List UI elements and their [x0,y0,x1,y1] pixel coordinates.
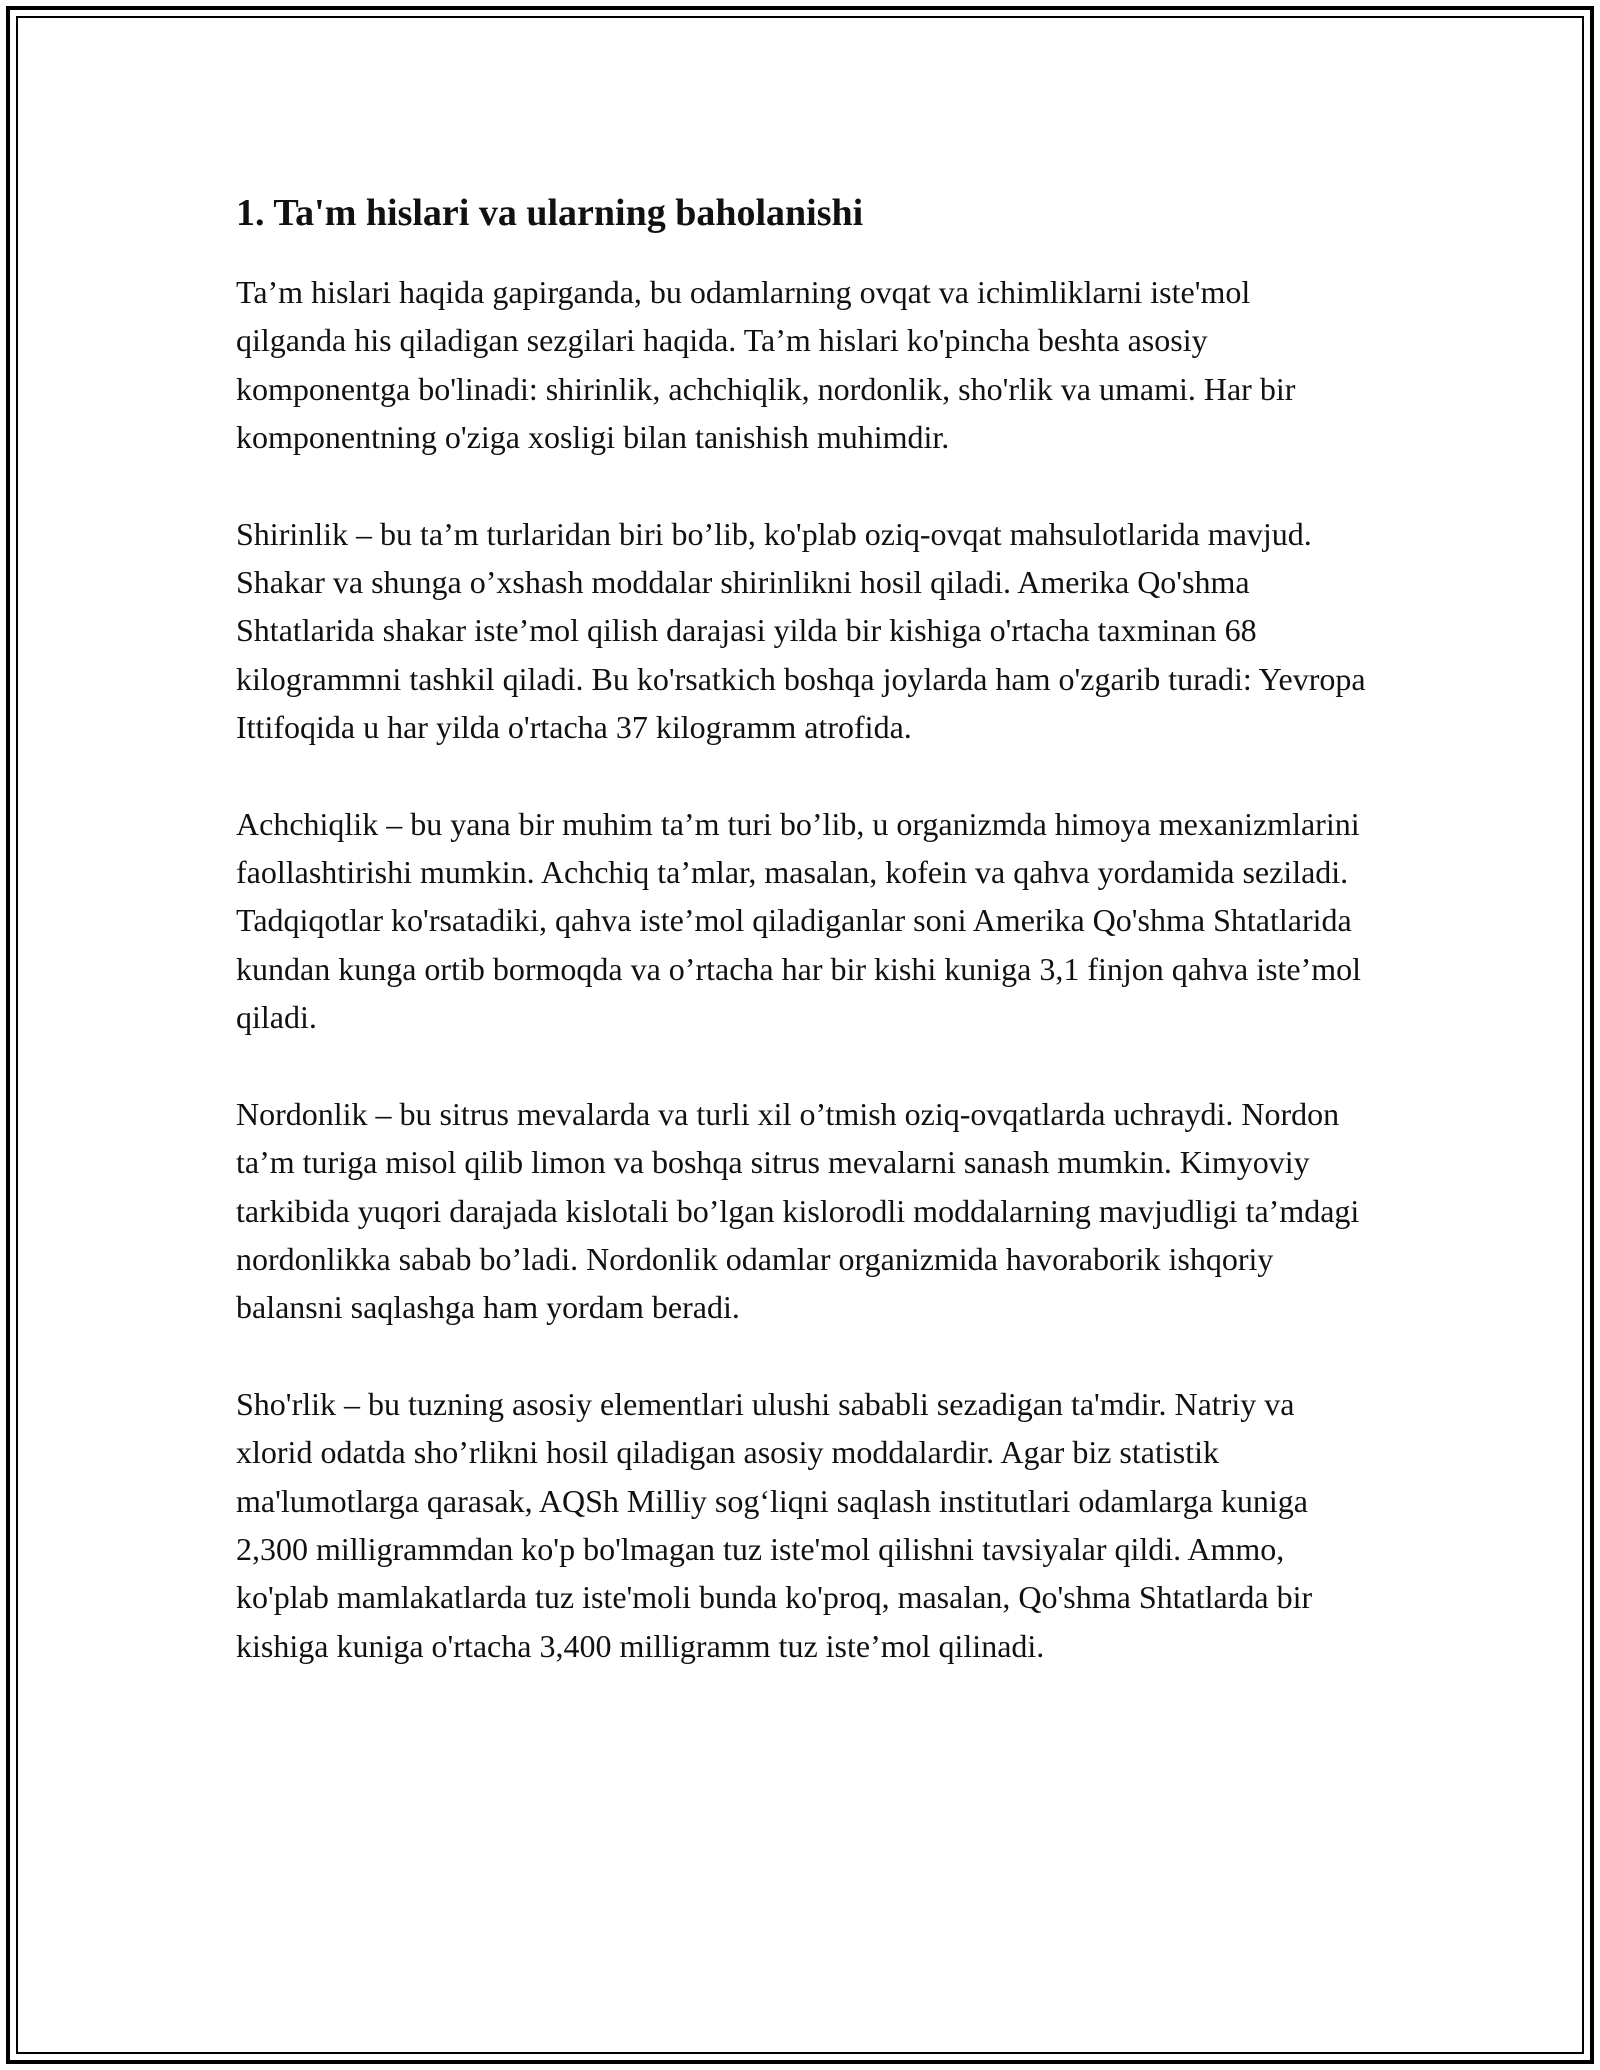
document-body [236,186,1366,1670]
paragraph-saltiness: Sho'rlik – bu tuzning asosiy elementlari ulushi sababli sezadigan ta'mdir. Natriy va xlorid odatda sho’rlikni hosil qiladigan asosiy moddalardir. Agar biz statistik ma'lumotlarga qarasak, AQSh Milliy sog‘liqni saqlash institutlari odamlarga kuniga 2,300 milligrammdan ko'p bo'lmagan tuz iste'mol qilishni tavsiyalar qildi. Ammo, ko'plab mamlakatlarda tuz iste'moli bunda ko'proq, masalan, Qo'shma Shtatlarda bir kishiga kuniga o'rtacha 3,400 milligramm tuz iste’mol qilinadi. [236,1385,1313,1664]
paragraph-intro: Ta’m hislari haqida gapirganda, bu odamlarning ovqat va ichimliklarni iste'mol qilganda his qiladigan sezgilari haqida. Ta’m hislari ko'pincha beshta asosiy komponentga bo'linadi: shirinlik, achchiqlik, nordonlik, sho'rlik va umami. Har bir komponentning o'ziga xosligi bilan tanishish muhimdir. [236,274,1296,456]
paragraph-bitterness: Achchiqlik – bu yana bir muhim ta’m turi bo’lib, u organizmda himoya mexanizmlarini faollashtirishi mumkin. Achchiq ta’mlar, masalan, kofein va qahva yordamida seziladi. Tadqiqotlar ko'rsatadiki, qahva iste’mol qiladiganlar soni Amerika Qo'shma Shtatlarida kundan kunga ortib bormoqda va o’rtacha har bir kishi kuniga 3,1 finjon qahva iste’mol qiladi. [236,805,1362,1036]
paragraph-sweetness: Shirinlik – bu ta’m turlaridan biri bo’lib, ko'plab oziq-ovqat mahsulotlarida mavjud. Shakar va shunga o’xshash moddalar shirinlikni hosil qiladi. Amerika Qo'shma Shtatlarida shakar iste’mol qilish darajasi yilda bir kishiga o'rtacha taxminan 68 kilogrammni tashkil qiladi. Bu ko'rsatkich boshqa joylarda ham o'zgarib turadi: Yevropa Ittifoqida u har yilda o'rtacha 37 kilogramm atrofida. [236,515,1366,746]
paragraph-sourness: Nordonlik – bu sitrus mevalarda va turli xil o’tmish oziq-ovqatlarda uchraydi. Nordon ta’m turiga misol qilib limon va boshqa sitrus mevalarni sanash mumkin. Kimyoviy tarkibida yuqori darajada kislotali bo’lgan kislorodli moddalarning mavjudligi ta’mdagi nordonlikka sabab bo’ladi. Nordonlik odamlar organizmida havoraborik ishqoriy balansni saqlashga ham yordam beradi. [236,1095,1360,1326]
section-heading: 1. Ta'm hislari va ularning baholanishi [236,192,864,234]
